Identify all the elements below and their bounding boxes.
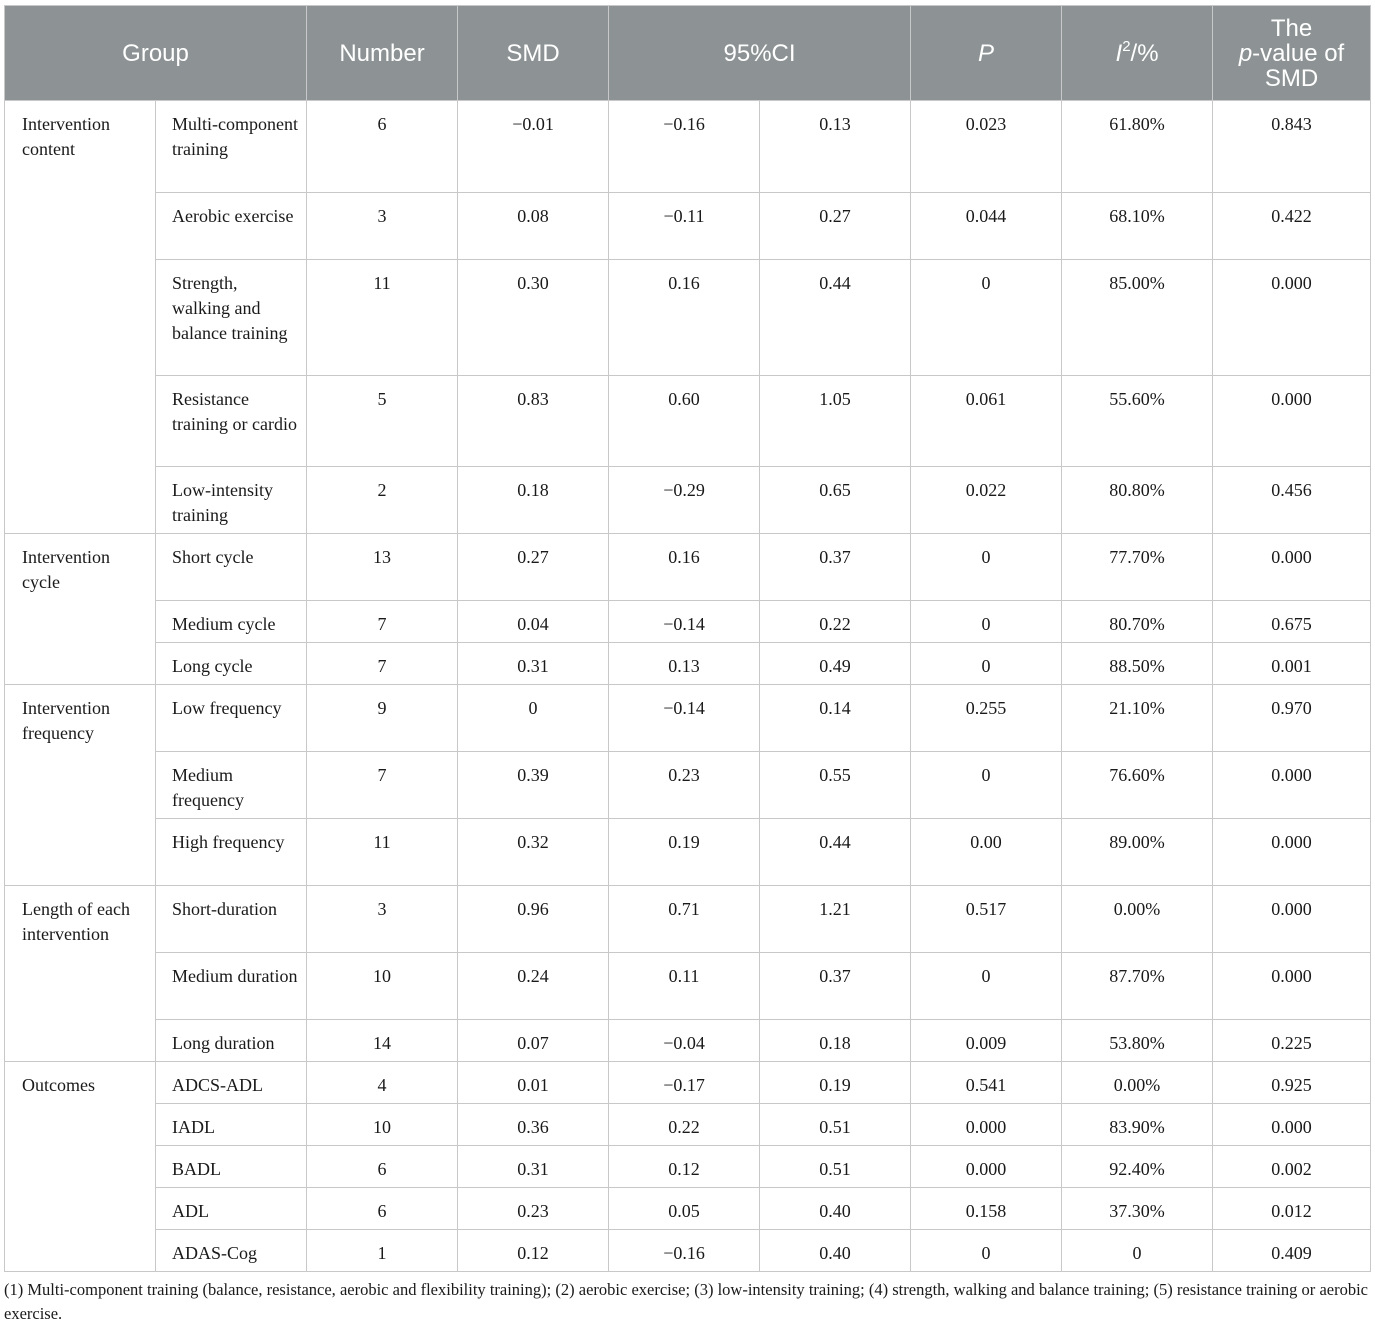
cell-p: 0 [911, 260, 1062, 376]
cell-number: 11 [307, 819, 458, 886]
cell-p: 0.000 [911, 1146, 1062, 1188]
cell-ci-low: 0.13 [609, 643, 760, 685]
cell-pval: 0.422 [1213, 193, 1371, 260]
cell-i2: 85.00% [1062, 260, 1213, 376]
cell-number: 7 [307, 601, 458, 643]
cell-ci-high: 0.44 [760, 819, 911, 886]
cell-pval: 0.675 [1213, 601, 1371, 643]
table-row [5, 260, 1371, 376]
subgroup-label: Medium cycle [156, 601, 307, 643]
table-row [5, 1146, 1371, 1188]
cell-i2: 53.80% [1062, 1020, 1213, 1062]
header-95ci: 95%CI [609, 6, 911, 101]
cell-ci-low: 0.19 [609, 819, 760, 886]
table-header [5, 6, 1371, 101]
group-label: Intervention cycle [5, 534, 156, 685]
cell-ci-low: −0.04 [609, 1020, 760, 1062]
cell-pval: 0.925 [1213, 1062, 1371, 1104]
cell-p: 0.255 [911, 685, 1062, 752]
cell-p: 0.000 [911, 1104, 1062, 1146]
table-row [5, 601, 1371, 643]
cell-ci-high: 1.21 [760, 886, 911, 953]
table-row [5, 953, 1371, 1020]
cell-smd: 0.04 [458, 601, 609, 643]
cell-p: 0 [911, 534, 1062, 601]
cell-ci-low: 0.05 [609, 1188, 760, 1230]
cell-ci-high: 0.55 [760, 752, 911, 819]
cell-i2: 21.10% [1062, 685, 1213, 752]
cell-ci-low: 0.16 [609, 534, 760, 601]
cell-p: 0.517 [911, 886, 1062, 953]
subgroup-label: ADAS-Cog [156, 1230, 307, 1272]
cell-number: 13 [307, 534, 458, 601]
table-row [5, 534, 1371, 601]
subgroup-label: Medium frequency [156, 752, 307, 819]
subgroup-label: Medium duration [156, 953, 307, 1020]
table-row [5, 193, 1371, 260]
cell-pval: 0.000 [1213, 376, 1371, 467]
cell-number: 6 [307, 101, 458, 193]
header-smd: SMD [458, 6, 609, 101]
cell-smd: 0.27 [458, 534, 609, 601]
subgroup-label: Long cycle [156, 643, 307, 685]
header-number: Number [307, 6, 458, 101]
subgroup-label: Aerobic exercise [156, 193, 307, 260]
subgroup-label: Long duration [156, 1020, 307, 1062]
cell-ci-low: 0.71 [609, 886, 760, 953]
cell-i2: 88.50% [1062, 643, 1213, 685]
cell-number: 1 [307, 1230, 458, 1272]
cell-number: 3 [307, 193, 458, 260]
group-label: Outcomes [5, 1062, 156, 1272]
cell-number: 10 [307, 1104, 458, 1146]
table-row [5, 643, 1371, 685]
cell-pval: 0.456 [1213, 467, 1371, 534]
cell-smd: 0.23 [458, 1188, 609, 1230]
cell-smd: 0.12 [458, 1230, 609, 1272]
cell-smd: 0.39 [458, 752, 609, 819]
cell-i2: 68.10% [1062, 193, 1213, 260]
cell-p: 0.541 [911, 1062, 1062, 1104]
cell-i2: 89.00% [1062, 819, 1213, 886]
subgroup-label: Low-intensity training [156, 467, 307, 534]
table-row [5, 1020, 1371, 1062]
cell-ci-low: −0.14 [609, 601, 760, 643]
cell-pval: 0.000 [1213, 886, 1371, 953]
cell-smd: 0.01 [458, 1062, 609, 1104]
cell-smd: 0.07 [458, 1020, 609, 1062]
cell-pval: 0.000 [1213, 752, 1371, 819]
cell-ci-low: −0.16 [609, 101, 760, 193]
subgroup-label: ADCS-ADL [156, 1062, 307, 1104]
cell-ci-high: 0.13 [760, 101, 911, 193]
cell-p: 0 [911, 1230, 1062, 1272]
cell-ci-high: 0.37 [760, 534, 911, 601]
subgroup-label: Strength, walking and balance training [156, 260, 307, 376]
cell-i2: 77.70% [1062, 534, 1213, 601]
cell-smd: 0.36 [458, 1104, 609, 1146]
cell-i2: 61.80% [1062, 101, 1213, 193]
cell-pval: 0.002 [1213, 1146, 1371, 1188]
cell-smd: 0.96 [458, 886, 609, 953]
cell-number: 7 [307, 643, 458, 685]
header-group: Group [5, 6, 307, 101]
cell-p: 0.009 [911, 1020, 1062, 1062]
table-body [5, 101, 1371, 1272]
cell-ci-high: 0.65 [760, 467, 911, 534]
cell-p: 0.158 [911, 1188, 1062, 1230]
table-footnote: (1) Multi-component training (balance, resistance, aerobic and flexibility training); (2) aerobic exercise; (3) low-intensity training; (4) strength, walking and balance training; (5) resistance training or aerobic exercise. [4, 1280, 1368, 1323]
table-row [5, 886, 1371, 953]
header-pvalue-of-smd [1213, 6, 1371, 101]
cell-ci-high: 0.14 [760, 685, 911, 752]
cell-pval: 0.012 [1213, 1188, 1371, 1230]
cell-smd: 0.31 [458, 643, 609, 685]
cell-ci-low: 0.11 [609, 953, 760, 1020]
cell-i2: 92.40% [1062, 1146, 1213, 1188]
cell-i2: 0.00% [1062, 1062, 1213, 1104]
header-i2-suffix: /% [1130, 39, 1159, 67]
cell-ci-low: −0.17 [609, 1062, 760, 1104]
header-p: P [911, 6, 1062, 101]
table-row [5, 685, 1371, 752]
cell-pval: 0.001 [1213, 643, 1371, 685]
header-i2 [1062, 6, 1213, 101]
cell-i2: 80.80% [1062, 467, 1213, 534]
header-pvalue-line3: SMD [1264, 64, 1319, 92]
cell-ci-low: −0.14 [609, 685, 760, 752]
cell-pval: 0.970 [1213, 685, 1371, 752]
cell-smd: 0.24 [458, 953, 609, 1020]
subgroup-label: IADL [156, 1104, 307, 1146]
cell-ci-low: −0.16 [609, 1230, 760, 1272]
cell-i2: 76.60% [1062, 752, 1213, 819]
cell-smd: 0.30 [458, 260, 609, 376]
results-table [4, 5, 1371, 1272]
cell-number: 9 [307, 685, 458, 752]
table-row [5, 1062, 1371, 1104]
cell-i2: 0.00% [1062, 886, 1213, 953]
cell-ci-low: 0.22 [609, 1104, 760, 1146]
cell-number: 10 [307, 953, 458, 1020]
subgroup-label: Multi-component training [156, 101, 307, 193]
cell-ci-high: 0.27 [760, 193, 911, 260]
cell-ci-high: 0.22 [760, 601, 911, 643]
cell-i2: 37.30% [1062, 1188, 1213, 1230]
cell-number: 6 [307, 1146, 458, 1188]
cell-pval: 0.225 [1213, 1020, 1371, 1062]
cell-pval: 0.000 [1213, 953, 1371, 1020]
cell-ci-low: −0.11 [609, 193, 760, 260]
cell-ci-high: 0.51 [760, 1104, 911, 1146]
table-row [5, 1104, 1371, 1146]
header-pvalue-p: p [1238, 39, 1253, 67]
cell-smd: 0.18 [458, 467, 609, 534]
cell-ci-high: 0.18 [760, 1020, 911, 1062]
group-label: Intervention frequency [5, 685, 156, 886]
group-label: Intervention content [5, 101, 156, 534]
subgroup-label: Low frequency [156, 685, 307, 752]
cell-smd: 0.31 [458, 1146, 609, 1188]
cell-number: 6 [307, 1188, 458, 1230]
table-row [5, 819, 1371, 886]
cell-p: 0 [911, 752, 1062, 819]
cell-ci-high: 1.05 [760, 376, 911, 467]
cell-pval: 0.000 [1213, 534, 1371, 601]
cell-ci-low: 0.12 [609, 1146, 760, 1188]
cell-number: 14 [307, 1020, 458, 1062]
cell-number: 7 [307, 752, 458, 819]
subgroup-label: Short-duration [156, 886, 307, 953]
cell-number: 4 [307, 1062, 458, 1104]
cell-ci-high: 0.44 [760, 260, 911, 376]
cell-smd: 0.83 [458, 376, 609, 467]
cell-smd: 0 [458, 685, 609, 752]
subgroup-label: High frequency [156, 819, 307, 886]
table-row [5, 1188, 1371, 1230]
cell-pval: 0.000 [1213, 1104, 1371, 1146]
header-i2-sup: 2 [1122, 37, 1131, 55]
subgroup-label: Resistance training or cardio [156, 376, 307, 467]
cell-ci-high: 0.49 [760, 643, 911, 685]
table-row [5, 101, 1371, 193]
table-row [5, 1230, 1371, 1272]
header-i2-letter: I [1115, 39, 1123, 67]
cell-ci-high: 0.19 [760, 1062, 911, 1104]
cell-smd: 0.32 [458, 819, 609, 886]
cell-number: 2 [307, 467, 458, 534]
cell-i2: 80.70% [1062, 601, 1213, 643]
cell-number: 11 [307, 260, 458, 376]
cell-p: 0 [911, 643, 1062, 685]
cell-p: 0 [911, 601, 1062, 643]
cell-ci-high: 0.40 [760, 1230, 911, 1272]
cell-pval: 0.843 [1213, 101, 1371, 193]
cell-p: 0.00 [911, 819, 1062, 886]
group-label: Length of each intervention [5, 886, 156, 1062]
cell-pval: 0.000 [1213, 260, 1371, 376]
cell-ci-high: 0.40 [760, 1188, 911, 1230]
cell-p: 0 [911, 953, 1062, 1020]
results-table-container [4, 5, 1370, 1272]
cell-i2: 87.70% [1062, 953, 1213, 1020]
cell-i2: 83.90% [1062, 1104, 1213, 1146]
cell-number: 5 [307, 376, 458, 467]
cell-i2: 0 [1062, 1230, 1213, 1272]
table-row [5, 467, 1371, 534]
cell-pval: 0.409 [1213, 1230, 1371, 1272]
subgroup-label: ADL [156, 1188, 307, 1230]
cell-number: 3 [307, 886, 458, 953]
cell-i2: 55.60% [1062, 376, 1213, 467]
subgroup-label: BADL [156, 1146, 307, 1188]
cell-p: 0.044 [911, 193, 1062, 260]
cell-p: 0.022 [911, 467, 1062, 534]
cell-ci-high: 0.51 [760, 1146, 911, 1188]
cell-ci-low: 0.60 [609, 376, 760, 467]
cell-p: 0.061 [911, 376, 1062, 467]
subgroup-label: Short cycle [156, 534, 307, 601]
cell-smd: 0.08 [458, 193, 609, 260]
cell-ci-low: −0.29 [609, 467, 760, 534]
cell-pval: 0.000 [1213, 819, 1371, 886]
cell-ci-low: 0.23 [609, 752, 760, 819]
table-row [5, 376, 1371, 467]
cell-ci-high: 0.37 [760, 953, 911, 1020]
table-row [5, 752, 1371, 819]
header-pvalue-rest: -value of [1252, 39, 1345, 67]
cell-smd: −0.01 [458, 101, 609, 193]
cell-p: 0.023 [911, 101, 1062, 193]
header-pvalue-line1: The [1270, 14, 1313, 42]
cell-ci-low: 0.16 [609, 260, 760, 376]
